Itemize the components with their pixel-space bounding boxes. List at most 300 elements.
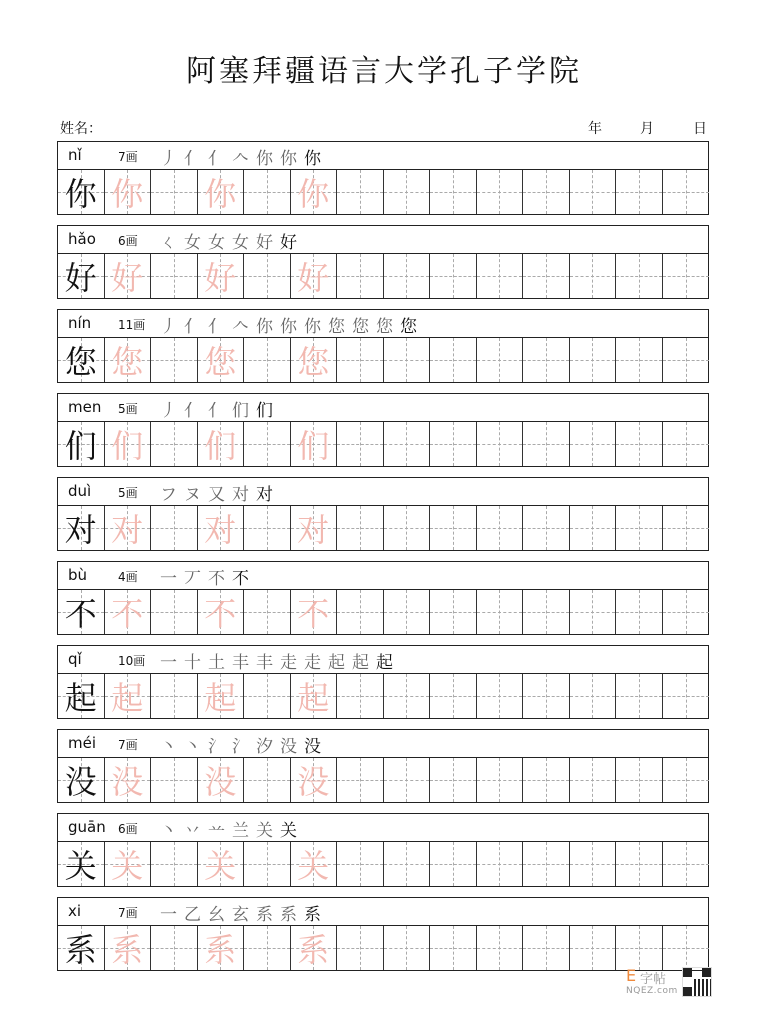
writing-grid bbox=[57, 254, 709, 299]
model-character: 系 bbox=[64, 931, 97, 969]
grid-cell[interactable] bbox=[523, 170, 570, 214]
grid-cell[interactable] bbox=[384, 590, 431, 634]
trace-character: 关 bbox=[111, 847, 144, 885]
stroke-step: 没 bbox=[280, 737, 297, 757]
character-block bbox=[57, 141, 709, 215]
stroke-order bbox=[158, 480, 275, 505]
grid-cell[interactable] bbox=[430, 422, 477, 466]
character-block bbox=[57, 813, 709, 887]
stroke-step: ヌ bbox=[184, 485, 201, 505]
grid-cell[interactable] bbox=[430, 254, 477, 298]
grid-cell[interactable] bbox=[58, 926, 105, 970]
grid-cell[interactable] bbox=[663, 758, 710, 802]
month-label: 月 bbox=[640, 121, 654, 137]
grid-cell[interactable] bbox=[337, 422, 384, 466]
grid-cell[interactable] bbox=[291, 422, 338, 466]
grid-cell[interactable] bbox=[570, 338, 617, 382]
grid-cell[interactable] bbox=[244, 422, 291, 466]
grid-cell[interactable] bbox=[477, 758, 524, 802]
grid-cell[interactable] bbox=[337, 254, 384, 298]
trace-character: 没 bbox=[297, 763, 330, 801]
stroke-step: 亻 bbox=[208, 149, 225, 169]
grid-cell[interactable] bbox=[151, 842, 198, 886]
grid-cell[interactable] bbox=[244, 674, 291, 718]
stroke-order bbox=[158, 732, 323, 757]
stroke-step: 你 bbox=[304, 317, 321, 337]
trace-character: 系 bbox=[111, 931, 144, 969]
grid-cell[interactable] bbox=[58, 758, 105, 802]
stroke-step: 土 bbox=[208, 653, 225, 673]
trace-character: 你 bbox=[297, 175, 330, 213]
grid-cell[interactable] bbox=[105, 926, 152, 970]
trace-character: 不 bbox=[204, 595, 237, 633]
grid-cell[interactable] bbox=[337, 506, 384, 550]
grid-cell[interactable] bbox=[616, 254, 663, 298]
grid-cell[interactable] bbox=[151, 422, 198, 466]
stroke-count: 7画 bbox=[118, 906, 138, 920]
pinyin-label: duì bbox=[68, 482, 92, 500]
grid-cell[interactable] bbox=[616, 422, 663, 466]
grid-cell[interactable] bbox=[477, 926, 524, 970]
grid-cell[interactable] bbox=[477, 674, 524, 718]
logo-text: 字帖 bbox=[640, 972, 667, 987]
stroke-step: 丶 bbox=[160, 821, 177, 841]
grid-cell[interactable] bbox=[570, 842, 617, 886]
stroke-step: 亻 bbox=[184, 149, 201, 169]
grid-cell[interactable] bbox=[477, 338, 524, 382]
grid-cell[interactable] bbox=[477, 254, 524, 298]
trace-character: 起 bbox=[204, 679, 237, 717]
grid-cell[interactable] bbox=[244, 506, 291, 550]
trace-character: 系 bbox=[297, 931, 330, 969]
stroke-step: 系 bbox=[256, 905, 273, 925]
grid-cell[interactable] bbox=[663, 170, 710, 214]
grid-cell[interactable] bbox=[58, 338, 105, 382]
grid-cell[interactable] bbox=[663, 254, 710, 298]
stroke-step: 好 bbox=[280, 233, 297, 253]
grid-cell[interactable] bbox=[663, 506, 710, 550]
stroke-step: 又 bbox=[208, 485, 225, 505]
grid-cell[interactable] bbox=[337, 758, 384, 802]
grid-cell[interactable] bbox=[616, 674, 663, 718]
stroke-step: 你 bbox=[256, 149, 273, 169]
trace-character: 对 bbox=[297, 511, 330, 549]
writing-grid bbox=[57, 506, 709, 551]
grid-cell[interactable] bbox=[616, 590, 663, 634]
grid-cell[interactable] bbox=[291, 170, 338, 214]
grid-cell[interactable] bbox=[570, 254, 617, 298]
trace-character: 好 bbox=[297, 259, 330, 297]
stroke-step: ㄑ bbox=[160, 233, 177, 253]
grid-cell[interactable] bbox=[430, 842, 477, 886]
grid-cell[interactable] bbox=[105, 590, 152, 634]
stroke-step: フ bbox=[160, 485, 177, 505]
grid-cell[interactable] bbox=[384, 422, 431, 466]
stroke-step: 关 bbox=[280, 821, 297, 841]
grid-cell[interactable] bbox=[337, 842, 384, 886]
grid-cell[interactable] bbox=[523, 422, 570, 466]
stroke-step: 𠆢 bbox=[232, 149, 249, 169]
grid-cell[interactable] bbox=[616, 338, 663, 382]
grid-cell[interactable] bbox=[337, 170, 384, 214]
character-header bbox=[57, 393, 709, 422]
grid-cell[interactable] bbox=[58, 506, 105, 550]
grid-cell[interactable] bbox=[58, 422, 105, 466]
stroke-step: 丿 bbox=[160, 317, 177, 337]
trace-character: 对 bbox=[204, 511, 237, 549]
grid-cell[interactable] bbox=[616, 842, 663, 886]
stroke-step: 女 bbox=[184, 233, 201, 253]
grid-cell[interactable] bbox=[58, 170, 105, 214]
trace-character: 没 bbox=[111, 763, 144, 801]
grid-cell[interactable] bbox=[477, 170, 524, 214]
stroke-step: 丶 bbox=[160, 737, 177, 757]
grid-cell[interactable] bbox=[430, 338, 477, 382]
grid-cell[interactable] bbox=[244, 170, 291, 214]
pinyin-label: qǐ bbox=[68, 650, 82, 668]
brand-logo bbox=[622, 966, 712, 1000]
model-character: 你 bbox=[64, 175, 97, 213]
grid-cell[interactable] bbox=[58, 674, 105, 718]
grid-cell[interactable] bbox=[198, 674, 245, 718]
grid-cell[interactable] bbox=[430, 926, 477, 970]
grid-cell[interactable] bbox=[570, 506, 617, 550]
model-character: 您 bbox=[64, 343, 97, 381]
stroke-order bbox=[158, 564, 251, 589]
grid-cell[interactable] bbox=[151, 758, 198, 802]
writing-grid bbox=[57, 758, 709, 803]
stroke-step: 关 bbox=[256, 821, 273, 841]
grid-cell[interactable] bbox=[616, 926, 663, 970]
stroke-step: 氵 bbox=[232, 737, 249, 757]
stroke-step: 起 bbox=[376, 653, 393, 673]
pinyin-label: méi bbox=[68, 734, 97, 752]
stroke-order bbox=[158, 144, 323, 169]
character-header bbox=[57, 561, 709, 590]
model-character: 没 bbox=[64, 763, 97, 801]
grid-cell[interactable] bbox=[198, 422, 245, 466]
stroke-step: 走 bbox=[304, 653, 321, 673]
grid-cell[interactable] bbox=[291, 758, 338, 802]
name-label: 姓名： bbox=[60, 121, 102, 137]
character-header bbox=[57, 729, 709, 758]
grid-cell[interactable] bbox=[244, 926, 291, 970]
grid-cell[interactable] bbox=[570, 674, 617, 718]
grid-cell[interactable] bbox=[570, 590, 617, 634]
grid-cell[interactable] bbox=[198, 926, 245, 970]
grid-cell[interactable] bbox=[570, 758, 617, 802]
grid-cell[interactable] bbox=[430, 758, 477, 802]
grid-cell[interactable] bbox=[105, 842, 152, 886]
stroke-step: 女 bbox=[232, 233, 249, 253]
stroke-order bbox=[158, 648, 395, 673]
stroke-step: 没 bbox=[304, 737, 321, 757]
character-header bbox=[57, 645, 709, 674]
stroke-step: 起 bbox=[352, 653, 369, 673]
grid-cell[interactable] bbox=[663, 842, 710, 886]
stroke-order bbox=[158, 816, 299, 841]
stroke-step: 幺 bbox=[208, 905, 225, 925]
grid-cell[interactable] bbox=[198, 170, 245, 214]
stroke-step: 你 bbox=[280, 317, 297, 337]
character-block bbox=[57, 897, 709, 971]
stroke-step: 对 bbox=[232, 485, 249, 505]
stroke-count: 10画 bbox=[118, 654, 146, 668]
logo-domain: NQEZ.com bbox=[626, 986, 678, 996]
stroke-step: 您 bbox=[352, 317, 369, 337]
trace-character: 您 bbox=[204, 343, 237, 381]
grid-cell[interactable] bbox=[198, 254, 245, 298]
grid-cell[interactable] bbox=[663, 422, 710, 466]
grid-cell[interactable] bbox=[151, 674, 198, 718]
stroke-order bbox=[158, 228, 299, 253]
trace-character: 你 bbox=[111, 175, 144, 213]
stroke-step: 走 bbox=[280, 653, 297, 673]
pinyin-label: nín bbox=[68, 314, 92, 332]
character-header bbox=[57, 477, 709, 506]
grid-cell[interactable] bbox=[198, 506, 245, 550]
stroke-step: 好 bbox=[256, 233, 273, 253]
trace-character: 你 bbox=[204, 175, 237, 213]
pinyin-label: xi bbox=[68, 902, 82, 920]
stroke-order bbox=[158, 312, 419, 337]
grid-cell[interactable] bbox=[384, 170, 431, 214]
grid-cell[interactable] bbox=[616, 506, 663, 550]
year-label: 年 bbox=[588, 121, 602, 137]
trace-character: 好 bbox=[111, 259, 144, 297]
grid-cell[interactable] bbox=[616, 170, 663, 214]
model-character: 对 bbox=[64, 511, 97, 549]
writing-grid bbox=[57, 842, 709, 887]
stroke-step: 丰 bbox=[256, 653, 273, 673]
stroke-count: 5画 bbox=[118, 402, 138, 416]
grid-cell[interactable] bbox=[430, 590, 477, 634]
stroke-step: 您 bbox=[400, 317, 417, 337]
grid-cell[interactable] bbox=[244, 590, 291, 634]
grid-cell[interactable] bbox=[151, 926, 198, 970]
grid-cell[interactable] bbox=[105, 506, 152, 550]
grid-cell[interactable] bbox=[105, 170, 152, 214]
grid-cell[interactable] bbox=[244, 842, 291, 886]
trace-character: 不 bbox=[297, 595, 330, 633]
grid-cell[interactable] bbox=[58, 590, 105, 634]
grid-cell[interactable] bbox=[523, 926, 570, 970]
trace-character: 不 bbox=[111, 595, 144, 633]
stroke-step: 一 bbox=[160, 653, 177, 673]
stroke-step: 对 bbox=[256, 485, 273, 505]
stroke-step: 汐 bbox=[256, 737, 273, 757]
grid-cell[interactable] bbox=[477, 506, 524, 550]
grid-cell[interactable] bbox=[291, 674, 338, 718]
grid-cell[interactable] bbox=[198, 590, 245, 634]
pinyin-label: hǎo bbox=[68, 230, 96, 248]
grid-cell[interactable] bbox=[151, 590, 198, 634]
grid-cell[interactable] bbox=[570, 926, 617, 970]
stroke-step: 氵 bbox=[208, 737, 225, 757]
grid-cell[interactable] bbox=[291, 842, 338, 886]
stroke-count: 6画 bbox=[118, 822, 138, 836]
grid-cell[interactable] bbox=[291, 254, 338, 298]
stroke-count: 11画 bbox=[118, 318, 146, 332]
writing-grid bbox=[57, 674, 709, 719]
grid-cell[interactable] bbox=[337, 674, 384, 718]
grid-cell[interactable] bbox=[477, 842, 524, 886]
model-character: 们 bbox=[64, 427, 97, 465]
grid-cell[interactable] bbox=[616, 758, 663, 802]
grid-cell[interactable] bbox=[244, 254, 291, 298]
grid-cell[interactable] bbox=[198, 758, 245, 802]
grid-cell[interactable] bbox=[523, 338, 570, 382]
stroke-step: 亻 bbox=[208, 317, 225, 337]
grid-cell[interactable] bbox=[663, 926, 710, 970]
grid-cell[interactable] bbox=[384, 338, 431, 382]
stroke-count: 7画 bbox=[118, 150, 138, 164]
stroke-step: 系 bbox=[280, 905, 297, 925]
character-block bbox=[57, 225, 709, 299]
stroke-step: 你 bbox=[280, 149, 297, 169]
grid-cell[interactable] bbox=[430, 674, 477, 718]
model-character: 不 bbox=[64, 595, 97, 633]
trace-character: 系 bbox=[204, 931, 237, 969]
stroke-step: 丰 bbox=[232, 653, 249, 673]
stroke-order bbox=[158, 396, 275, 421]
writing-grid bbox=[57, 422, 709, 467]
stroke-count: 5画 bbox=[118, 486, 138, 500]
stroke-step: 兰 bbox=[232, 821, 249, 841]
stroke-count: 7画 bbox=[118, 738, 138, 752]
stroke-step: 玄 bbox=[232, 905, 249, 925]
grid-cell[interactable] bbox=[523, 758, 570, 802]
stroke-step: 丶 bbox=[184, 737, 201, 757]
stroke-step: 你 bbox=[256, 317, 273, 337]
qr-code-icon bbox=[682, 967, 712, 997]
grid-cell[interactable] bbox=[151, 338, 198, 382]
grid-cell[interactable] bbox=[430, 506, 477, 550]
grid-cell[interactable] bbox=[105, 422, 152, 466]
grid-cell[interactable] bbox=[151, 254, 198, 298]
grid-cell[interactable] bbox=[151, 170, 198, 214]
character-header bbox=[57, 309, 709, 338]
grid-cell[interactable] bbox=[105, 674, 152, 718]
stroke-step: 十 bbox=[184, 653, 201, 673]
grid-cell[interactable] bbox=[523, 590, 570, 634]
character-block bbox=[57, 477, 709, 551]
page-title: 阿塞拜疆语言大学孔子学院 bbox=[186, 54, 582, 89]
grid-cell[interactable] bbox=[105, 758, 152, 802]
stroke-step: 不 bbox=[232, 569, 249, 589]
character-block bbox=[57, 393, 709, 467]
stroke-order bbox=[158, 900, 323, 925]
trace-character: 起 bbox=[297, 679, 330, 717]
stroke-step: 们 bbox=[232, 401, 249, 421]
writing-grid bbox=[57, 338, 709, 383]
grid-cell[interactable] bbox=[384, 506, 431, 550]
grid-cell[interactable] bbox=[523, 254, 570, 298]
stroke-step: 亻 bbox=[184, 401, 201, 421]
trace-character: 您 bbox=[297, 343, 330, 381]
grid-cell[interactable] bbox=[291, 926, 338, 970]
grid-cell[interactable] bbox=[291, 338, 338, 382]
stroke-step: 丆 bbox=[184, 569, 201, 589]
grid-cell[interactable] bbox=[151, 506, 198, 550]
grid-cell[interactable] bbox=[570, 170, 617, 214]
logo-letter: E bbox=[626, 966, 637, 985]
grid-cell[interactable] bbox=[570, 422, 617, 466]
model-character: 好 bbox=[64, 259, 97, 297]
grid-cell[interactable] bbox=[337, 338, 384, 382]
stroke-step: 亻 bbox=[208, 401, 225, 421]
character-header bbox=[57, 225, 709, 254]
grid-cell[interactable] bbox=[384, 926, 431, 970]
stroke-step: 丿 bbox=[160, 149, 177, 169]
grid-cell[interactable] bbox=[430, 170, 477, 214]
trace-character: 关 bbox=[204, 847, 237, 885]
model-character: 起 bbox=[64, 679, 97, 717]
trace-character: 关 bbox=[297, 847, 330, 885]
pinyin-label: men bbox=[68, 398, 102, 416]
grid-cell[interactable] bbox=[291, 590, 338, 634]
trace-character: 起 bbox=[111, 679, 144, 717]
grid-cell[interactable] bbox=[384, 842, 431, 886]
trace-character: 们 bbox=[204, 427, 237, 465]
character-header bbox=[57, 141, 709, 170]
stroke-step: 起 bbox=[328, 653, 345, 673]
stroke-step: 女 bbox=[208, 233, 225, 253]
model-character: 关 bbox=[64, 847, 97, 885]
grid-cell[interactable] bbox=[663, 674, 710, 718]
grid-cell[interactable] bbox=[477, 590, 524, 634]
grid-cell[interactable] bbox=[384, 254, 431, 298]
trace-character: 您 bbox=[111, 343, 144, 381]
stroke-step: 你 bbox=[304, 149, 321, 169]
grid-cell[interactable] bbox=[291, 506, 338, 550]
grid-cell[interactable] bbox=[384, 758, 431, 802]
character-header bbox=[57, 813, 709, 842]
stroke-step: 们 bbox=[256, 401, 273, 421]
character-block bbox=[57, 309, 709, 383]
stroke-step: 𠆢 bbox=[232, 317, 249, 337]
writing-grid bbox=[57, 590, 709, 635]
stroke-step: 䒑 bbox=[208, 821, 225, 841]
writing-grid bbox=[57, 926, 709, 971]
grid-cell[interactable] bbox=[58, 842, 105, 886]
trace-character: 没 bbox=[204, 763, 237, 801]
grid-cell[interactable] bbox=[477, 422, 524, 466]
grid-cell[interactable] bbox=[523, 506, 570, 550]
character-block bbox=[57, 645, 709, 719]
grid-cell[interactable] bbox=[58, 254, 105, 298]
grid-cell[interactable] bbox=[523, 842, 570, 886]
grid-cell[interactable] bbox=[663, 590, 710, 634]
grid-cell[interactable] bbox=[337, 590, 384, 634]
grid-cell[interactable] bbox=[384, 674, 431, 718]
grid-cell[interactable] bbox=[663, 338, 710, 382]
grid-cell[interactable] bbox=[523, 674, 570, 718]
pinyin-label: nǐ bbox=[68, 146, 82, 164]
stroke-step: 丷 bbox=[184, 821, 201, 841]
grid-cell[interactable] bbox=[105, 254, 152, 298]
trace-character: 好 bbox=[204, 259, 237, 297]
grid-cell[interactable] bbox=[337, 926, 384, 970]
grid-cell[interactable] bbox=[198, 338, 245, 382]
character-block bbox=[57, 729, 709, 803]
grid-cell[interactable] bbox=[244, 338, 291, 382]
grid-cell[interactable] bbox=[105, 338, 152, 382]
grid-cell[interactable] bbox=[198, 842, 245, 886]
grid-cell[interactable] bbox=[244, 758, 291, 802]
stroke-step: 乙 bbox=[184, 905, 201, 925]
character-block bbox=[57, 561, 709, 635]
